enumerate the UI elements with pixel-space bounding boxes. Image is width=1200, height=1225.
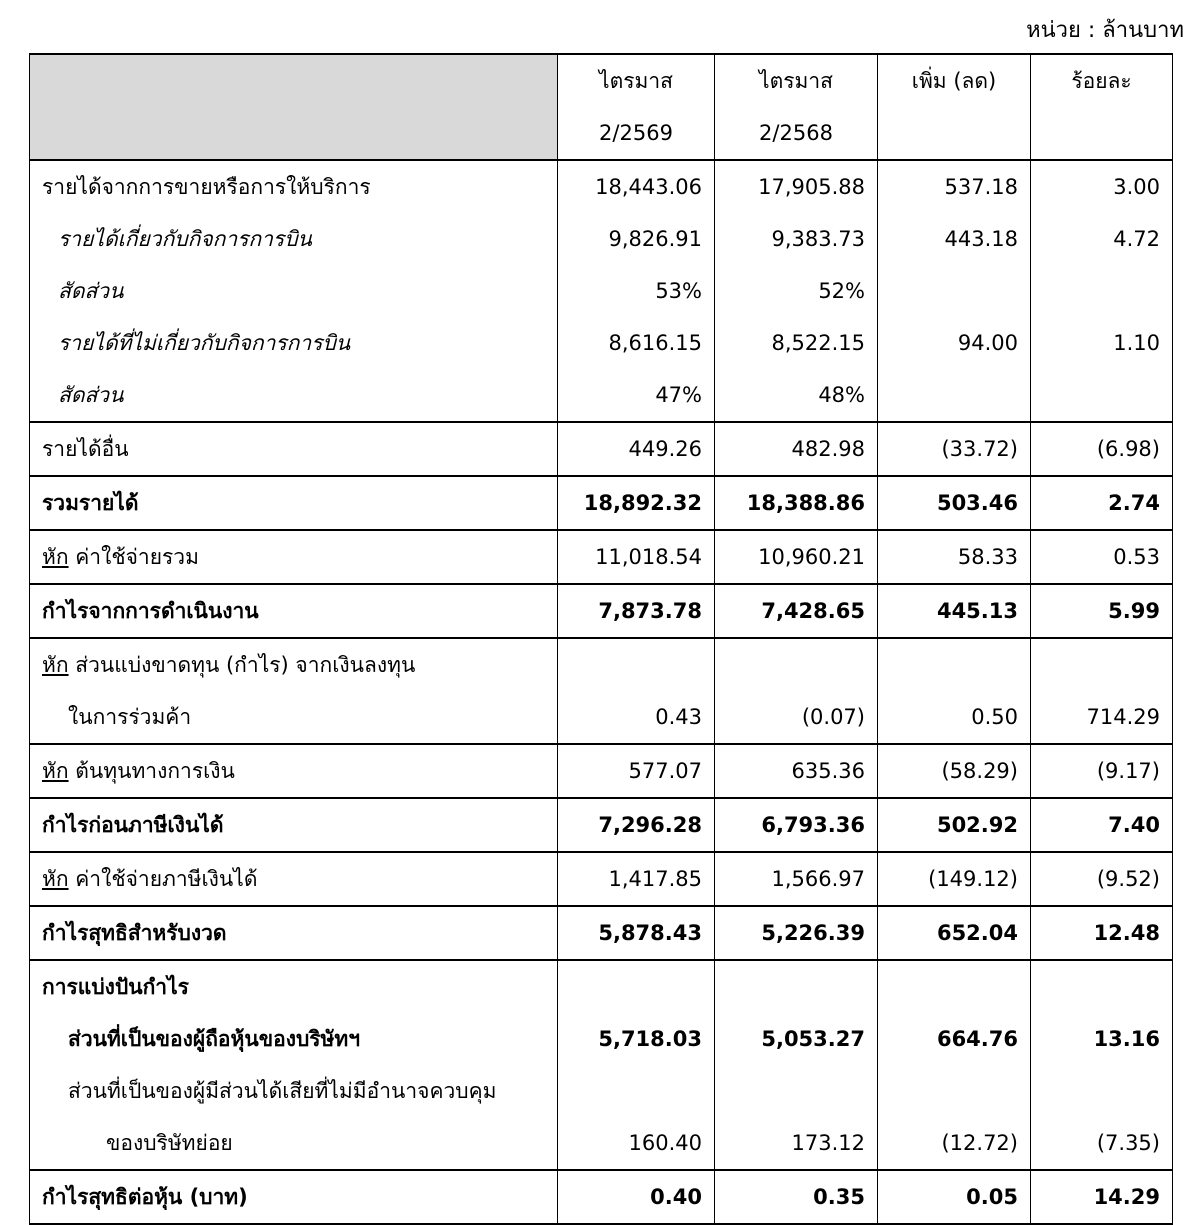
cell-value: 537.18 — [944, 175, 1018, 199]
value-cell — [878, 476, 1031, 530]
row-label — [42, 317, 557, 369]
value-cell — [715, 1170, 878, 1224]
header-change-label: เพิ่ม (ลด) — [911, 69, 997, 93]
cell-value: 502.92 — [936, 813, 1018, 837]
row-label-text: ส่วนที่เป็นของผู้มีส่วนได้เสียที่ไม่มีอำนาจควบคุม — [68, 1079, 497, 1103]
value-cell — [878, 638, 1031, 744]
cell-value — [1031, 265, 1160, 317]
row-label — [42, 369, 557, 421]
value-cell — [1031, 906, 1173, 960]
table-row — [30, 638, 1173, 744]
cell-value: 14.29 — [1093, 1185, 1160, 1209]
header-q2-2569-line1: ไตรมาส — [599, 69, 673, 93]
cell-value: 449.26 — [628, 437, 702, 461]
cell-value: (9.17) — [1096, 759, 1160, 783]
cell-value: 52% — [818, 279, 865, 303]
row-label-cell — [30, 476, 558, 530]
cell-value: 10,960.21 — [758, 545, 865, 569]
cell-value: 9,383.73 — [771, 227, 865, 251]
row-label-text: รายได้อื่น — [42, 437, 129, 461]
cell-value: 0.50 — [971, 705, 1018, 729]
table-row — [30, 584, 1173, 638]
row-label — [42, 1013, 557, 1065]
value-cell — [558, 530, 715, 584]
row-label — [42, 691, 557, 743]
cell-value: 173.12 — [791, 1131, 865, 1155]
value-cell — [715, 906, 878, 960]
row-label-text: กำไรจากการดำเนินงาน — [42, 599, 259, 623]
cell-value: 714.29 — [1086, 705, 1160, 729]
value-cell — [878, 584, 1031, 638]
row-label-text: สัดส่วน — [58, 279, 124, 303]
value-cell — [558, 960, 715, 1170]
row-label — [42, 213, 557, 265]
table-row — [30, 160, 1173, 422]
row-label-text: ส่วนที่เป็นของผู้ถือหุ้นของบริษัทฯ — [68, 1027, 361, 1051]
cell-value: 0.40 — [650, 1185, 702, 1209]
value-cell — [558, 160, 715, 422]
cell-value — [878, 1065, 1018, 1117]
header-q2-2568 — [715, 54, 878, 160]
row-label-cell — [30, 906, 558, 960]
cell-value: 1,566.97 — [771, 867, 865, 891]
header-percent — [1031, 54, 1173, 160]
financial-table — [29, 53, 1173, 1225]
value-cell — [1031, 798, 1173, 852]
cell-value: 7,873.78 — [598, 599, 702, 623]
row-label — [42, 961, 557, 1013]
cell-value: 13.16 — [1093, 1027, 1160, 1051]
value-cell — [878, 906, 1031, 960]
table-row — [30, 906, 1173, 960]
header-empty-cell — [30, 54, 558, 160]
row-label — [42, 531, 557, 583]
cell-value: 7.40 — [1108, 813, 1160, 837]
cell-value — [878, 369, 1018, 421]
value-cell — [558, 476, 715, 530]
value-cell — [878, 960, 1031, 1170]
row-label-text: ส่วนแบ่งขาดทุน (กำไร) จากเงินลงทุน — [75, 653, 416, 677]
row-label-cell — [30, 852, 558, 906]
row-label — [42, 585, 557, 637]
value-cell — [1031, 160, 1173, 422]
value-cell — [715, 476, 878, 530]
row-label — [42, 1171, 557, 1223]
row-label-cell — [30, 638, 558, 744]
cell-value: 482.98 — [791, 437, 865, 461]
cell-value: 17,905.88 — [758, 175, 865, 199]
value-cell — [1031, 476, 1173, 530]
cell-value: 1,417.85 — [608, 867, 702, 891]
table-row — [30, 798, 1173, 852]
row-label-cell — [30, 422, 558, 476]
value-cell — [715, 798, 878, 852]
table-row — [30, 530, 1173, 584]
value-cell — [558, 852, 715, 906]
cell-value: 53% — [655, 279, 702, 303]
row-label-cell — [30, 744, 558, 798]
row-label-text: รายได้เกี่ยวกับกิจการการบิน — [58, 227, 312, 251]
row-label-cell — [30, 960, 558, 1170]
cell-value: 1.10 — [1113, 331, 1160, 355]
cell-value — [1031, 639, 1160, 691]
header-percent-label: ร้อยละ — [1071, 69, 1132, 93]
cell-value: 4.72 — [1113, 227, 1160, 251]
cell-value: (6.98) — [1096, 437, 1160, 461]
cell-value — [715, 1065, 865, 1117]
row-label-text: ในการร่วมค้า — [68, 705, 192, 729]
row-label — [42, 161, 557, 213]
value-cell — [715, 744, 878, 798]
row-label-text: ต้นทุนทางการเงิน — [75, 759, 235, 783]
cell-value — [558, 639, 702, 691]
value-cell — [1031, 1170, 1173, 1224]
value-cell — [715, 422, 878, 476]
value-cell — [1031, 744, 1173, 798]
value-cell — [1031, 530, 1173, 584]
value-cell — [558, 584, 715, 638]
cell-value: (58.29) — [941, 759, 1018, 783]
deduct-prefix: หัก — [42, 867, 69, 891]
cell-value: (33.72) — [941, 437, 1018, 461]
value-cell — [558, 638, 715, 744]
header-q2-2569-line2: 2/2569 — [599, 121, 673, 145]
row-label-cell — [30, 1170, 558, 1224]
row-label-cell — [30, 530, 558, 584]
row-label-text: ค่าใช้จ่ายภาษีเงินได้ — [75, 867, 258, 891]
cell-value: 0.43 — [655, 705, 702, 729]
row-label-text: การแบ่งปันกำไร — [42, 975, 189, 999]
cell-value — [878, 961, 1018, 1013]
cell-value: 7,428.65 — [761, 599, 865, 623]
row-label-cell — [30, 160, 558, 422]
cell-value: (12.72) — [941, 1131, 1018, 1155]
cell-value: 12.48 — [1093, 921, 1160, 945]
table-row — [30, 852, 1173, 906]
value-cell — [878, 1170, 1031, 1224]
value-cell — [878, 798, 1031, 852]
row-label-text: ของบริษัทย่อย — [106, 1131, 233, 1155]
cell-value: 3.00 — [1113, 175, 1160, 199]
cell-value: 635.36 — [791, 759, 865, 783]
row-label-text: รายได้จากการขายหรือการให้บริการ — [42, 175, 371, 199]
cell-value: 18,443.06 — [595, 175, 702, 199]
row-label-text: ค่าใช้จ่ายรวม — [75, 545, 199, 569]
deduct-prefix: หัก — [42, 759, 69, 783]
row-label-cell — [30, 584, 558, 638]
cell-value — [558, 1065, 702, 1117]
deduct-prefix: หัก — [42, 653, 69, 677]
value-cell — [1031, 852, 1173, 906]
cell-value: 0.05 — [966, 1185, 1018, 1209]
cell-value: 11,018.54 — [595, 545, 702, 569]
cell-value: 8,522.15 — [771, 331, 865, 355]
row-label-text: รายได้ที่ไม่เกี่ยวกับกิจการการบิน — [58, 331, 351, 355]
cell-value — [715, 639, 865, 691]
cell-value: (7.35) — [1096, 1131, 1160, 1155]
table-row — [30, 1170, 1173, 1224]
value-cell — [1031, 638, 1173, 744]
cell-value: 5,878.43 — [598, 921, 702, 945]
value-cell — [558, 744, 715, 798]
row-label — [42, 639, 557, 691]
value-cell — [715, 638, 878, 744]
row-label — [42, 745, 557, 797]
cell-value: 0.35 — [813, 1185, 865, 1209]
cell-value: 5.99 — [1108, 599, 1160, 623]
cell-value: 577.07 — [628, 759, 702, 783]
value-cell — [878, 422, 1031, 476]
cell-value — [878, 265, 1018, 317]
cell-value: 18,892.32 — [583, 491, 702, 515]
table-row — [30, 744, 1173, 798]
cell-value: 664.76 — [936, 1027, 1018, 1051]
cell-value — [1031, 369, 1160, 421]
header-q2-2569 — [558, 54, 715, 160]
value-cell — [558, 1170, 715, 1224]
row-label — [42, 265, 557, 317]
table-header — [30, 54, 1173, 160]
value-cell — [715, 160, 878, 422]
cell-value: (9.52) — [1096, 867, 1160, 891]
row-label-text: รวมรายได้ — [42, 491, 139, 515]
row-label — [42, 1065, 557, 1117]
cell-value — [715, 961, 865, 1013]
cell-value: 5,718.03 — [598, 1027, 702, 1051]
value-cell — [1031, 584, 1173, 638]
cell-value: 503.46 — [936, 491, 1018, 515]
value-cell — [558, 798, 715, 852]
cell-value: 8,616.15 — [608, 331, 702, 355]
value-cell — [878, 530, 1031, 584]
row-label-text: กำไรสุทธิต่อหุ้น (บาท) — [42, 1185, 248, 1209]
cell-value: 445.13 — [936, 599, 1018, 623]
cell-value: 18,388.86 — [746, 491, 865, 515]
cell-value — [1031, 1065, 1160, 1117]
value-cell — [715, 852, 878, 906]
row-label — [42, 907, 557, 959]
cell-value: 7,296.28 — [598, 813, 702, 837]
cell-value — [558, 961, 702, 1013]
row-label-text: สัดส่วน — [58, 383, 124, 407]
value-cell — [558, 906, 715, 960]
cell-value — [878, 639, 1018, 691]
row-label — [42, 477, 557, 529]
header-change — [878, 54, 1031, 160]
cell-value: 443.18 — [944, 227, 1018, 251]
value-cell — [558, 422, 715, 476]
header-q2-2568-line1: ไตรมาส — [759, 69, 833, 93]
row-label — [42, 1117, 557, 1169]
table-row — [30, 960, 1173, 1170]
cell-value: 5,226.39 — [761, 921, 865, 945]
row-label — [42, 423, 557, 475]
cell-value: (149.12) — [928, 867, 1018, 891]
value-cell — [878, 852, 1031, 906]
cell-value: 5,053.27 — [761, 1027, 865, 1051]
value-cell — [715, 960, 878, 1170]
cell-value: 48% — [818, 383, 865, 407]
value-cell — [878, 160, 1031, 422]
cell-value: 6,793.36 — [761, 813, 865, 837]
row-label-text: กำไรสุทธิสำหรับงวด — [42, 921, 227, 945]
deduct-prefix: หัก — [42, 545, 69, 569]
cell-value: (0.07) — [801, 705, 865, 729]
cell-value — [1031, 961, 1160, 1013]
value-cell — [715, 584, 878, 638]
table-body — [30, 160, 1173, 1224]
cell-value: 9,826.91 — [608, 227, 702, 251]
row-label-text: กำไรก่อนภาษีเงินได้ — [42, 813, 224, 837]
cell-value: 0.53 — [1113, 545, 1160, 569]
cell-value: 652.04 — [936, 921, 1018, 945]
table-row — [30, 422, 1173, 476]
cell-value: 160.40 — [628, 1131, 702, 1155]
cell-value: 2.74 — [1108, 491, 1160, 515]
value-cell — [1031, 422, 1173, 476]
unit-note: หน่วย : ล้านบาท — [1026, 18, 1184, 43]
cell-value: 94.00 — [957, 331, 1018, 355]
cell-value: 47% — [655, 383, 702, 407]
value-cell — [1031, 960, 1173, 1170]
value-cell — [715, 530, 878, 584]
header-q2-2568-line2: 2/2568 — [759, 121, 833, 145]
table-row — [30, 476, 1173, 530]
cell-value: 58.33 — [957, 545, 1018, 569]
row-label — [42, 799, 557, 851]
row-label — [42, 853, 557, 905]
value-cell — [878, 744, 1031, 798]
row-label-cell — [30, 798, 558, 852]
